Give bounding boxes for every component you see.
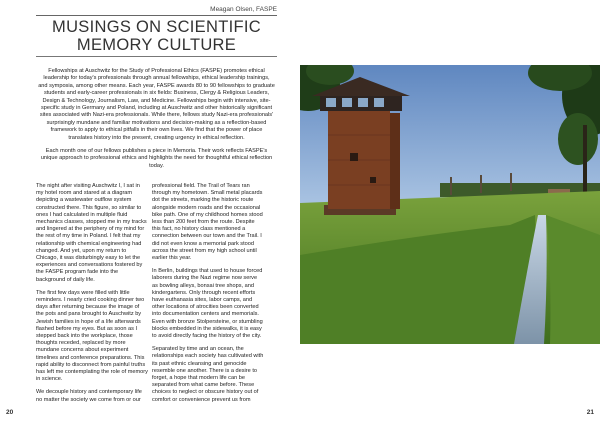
right-page bbox=[300, 0, 600, 424]
body-paragraph: Separated by time and an ocean, the relationships each society has cultivated with its past ethnic cleansing and genocide resemble one another. There is a desire to forget, a hope that modern life can be separated from what came before. These choices to neglect or obscure history out of comfort or convenience prevent us from bbox=[152, 346, 264, 403]
lookout-window bbox=[342, 98, 352, 107]
intro-paragraph-1: Fellowships at Auschwitz for the Study of Professional Ethics (FASPE) promotes ethical leadership for today's professionals through annual fellowships, ethical leadership trainings, and symposia, among other means. Each year, FASPE awards 80 to 90 fellowships to graduate students and early-career professionals in six fields: Business, Clergy & Religious Leaders, Design & Technology, Journalism, Law, and Medicine. Fellowships begin with intensive, site-specific study in Germany and Poland, including at Auschwitz and other historically significant sites associated with Nazi-era professionals. While there, fellows study Nazi-era professionals' surprisingly mundane and familiar motivations and decision-making as a reflection-based framework to apply to ethical pitfalls in their own lives. We find that the power of place translates history into the present, creating urgency in ethical reflection. bbox=[38, 68, 275, 141]
body-column-2 bbox=[152, 183, 264, 404]
body-paragraph: professional field. The Trail of Tears ran through my hometown. Small metal placards dot the streets, marking the historic route alongside modern roads and the occasional bike path. One of my childhood homes stood less than 200 feet from the route. Despite this fact, no history class mentioned a connection between our town and the Trail. I did not even know a memorial park stood across the street from my high school until earlier this year. bbox=[152, 183, 263, 262]
tree-canopy-right bbox=[558, 113, 598, 165]
author-byline: Meagan Olsen, FASPE bbox=[36, 6, 277, 16]
tower-window bbox=[370, 177, 376, 183]
fence-post bbox=[480, 175, 482, 193]
watchtower-photo bbox=[300, 65, 600, 344]
body-paragraph: In Berlin, buildings that used to house forced laborers during the Nazi regime now serve as bowling alleys, bonsai tree shops, and kindergartens. Only through recent efforts have euthanasia sites, labor camps, and other locations of atrocities been converted into documentation centers and memorials. Even with bronze Stolpersteine, or stumbling blocks embedded in the sidewalks, it is easy to avoid directly facing the history of the city. bbox=[152, 268, 263, 340]
title-divider bbox=[36, 56, 277, 57]
intro-paragraph-2: Each month one of our fellows publishes a piece in Memoria. Their work reflects FASPE's unique approach to professional ethics and highlights the need for thoughtful ethical reflection today. bbox=[40, 148, 273, 169]
article-title bbox=[36, 18, 277, 54]
tower-side bbox=[390, 113, 400, 209]
tree-trunk bbox=[583, 125, 587, 195]
title-line-2: MEMORY CULTURE bbox=[76, 36, 237, 54]
lookout-window bbox=[326, 98, 336, 107]
fence-post bbox=[510, 173, 512, 191]
body-paragraph: We decouple history and contemporary life no matter the society we come from or our bbox=[36, 389, 142, 403]
tower-body bbox=[328, 109, 390, 209]
page-number-left: 20 bbox=[6, 409, 14, 416]
intro-block bbox=[38, 68, 275, 170]
body-paragraph: The first few days were filled with little reminders. I nearly cried cooking dinner two days after returning because the image of the pots and pans brought to Auschwitz by Jewish families in hope of a life afterwards flashed before my eyes. But as soon as I stepped back into the workplace, those thoughts receded, replaced by more mundane concerns about experiment timelines and conference preparations. This rapid ability to disconnect from painful truths has left me contemplating the role of memory in science. bbox=[36, 289, 148, 383]
title-line-1: MUSINGS ON SCIENTIFIC bbox=[52, 18, 261, 36]
page-number-right: 21 bbox=[586, 409, 594, 416]
tower-window bbox=[350, 153, 358, 161]
body-paragraph: The night after visiting Auschwitz I, I sat in my hotel room and stared at a diagram depicting a wastewater outflow system constructed there. This figure, so similar to ones I had calculated in multiple fluid mechanics classes, stopped me in my tracks and lingered at the periphery of my mind for the rest of my time in Poland. I felt that my relationship with chemical engineering had changed. And yet, upon my return to Chicago, it was disturbingly easy to let the experiences and conversations fostered by the FASPE program fade into the background of daily life. bbox=[36, 183, 147, 283]
lookout-window bbox=[358, 98, 368, 107]
body-column-1 bbox=[36, 183, 148, 404]
ditch-bank-right bbox=[546, 215, 600, 344]
fence-post bbox=[450, 177, 452, 195]
lookout-window bbox=[374, 98, 384, 107]
